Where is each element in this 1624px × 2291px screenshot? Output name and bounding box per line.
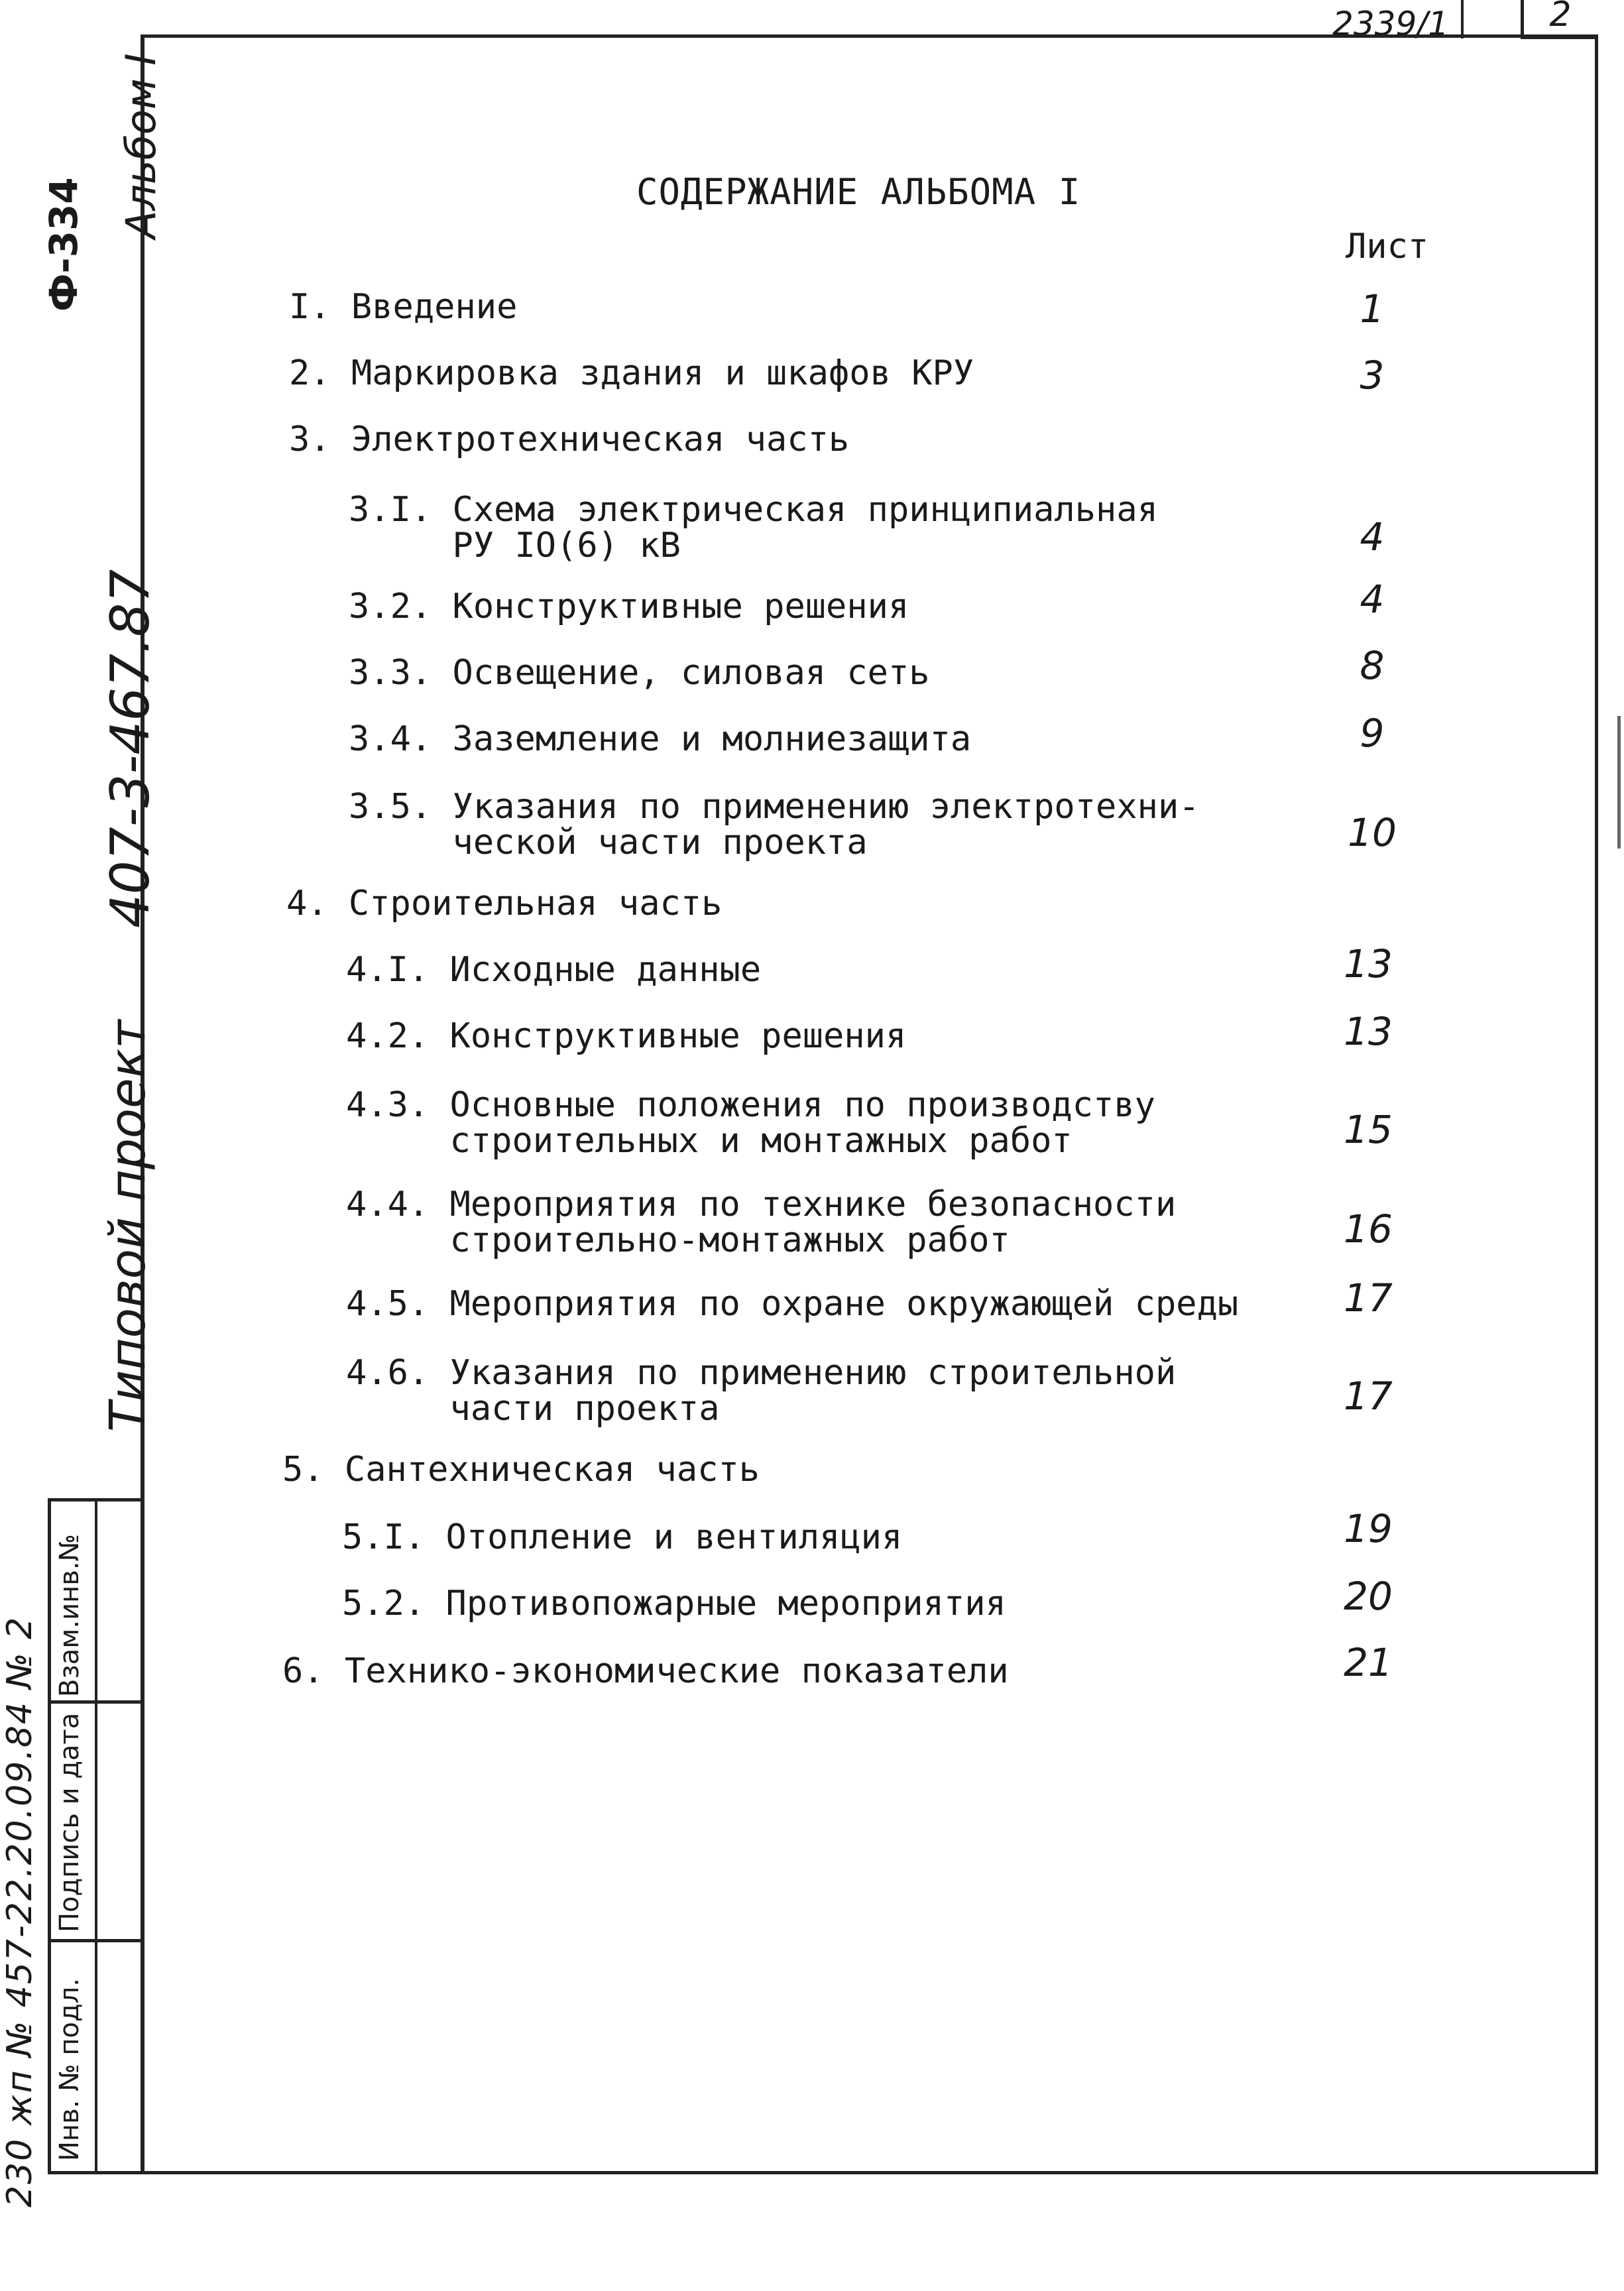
stamp-signature-date: Подпись и дата	[54, 1712, 85, 1932]
stamp-substitute-inv: Взам.инв.№	[54, 1533, 85, 1697]
project-number: 407-3-467.87	[99, 569, 161, 928]
toc-entry-text: 4.4. Мероприятия по технике безопасности строительно-монтажных работ	[346, 1185, 1177, 1260]
toc-entry-page: 13	[1344, 1009, 1393, 1054]
stamp-column-divider	[95, 1501, 97, 2171]
toc-entry-page: 10	[1348, 810, 1397, 855]
toc-entry-text: 5. Сантехническая часть	[282, 1450, 760, 1490]
toc-entry-text: 3.5. Указания по применению электротехни- ческой части проекта	[349, 787, 1200, 862]
toc-entry-text: 4.I. Исходные данные	[346, 950, 762, 990]
sheet-number: 2	[1521, 0, 1597, 39]
stamp-row-divider	[51, 1939, 144, 1942]
toc-entry-page: 1	[1360, 286, 1385, 331]
project-type: Типовой проект	[99, 1020, 156, 1432]
toc-entry-page: 15	[1344, 1107, 1393, 1152]
toc-entry-page: 4	[1360, 577, 1385, 622]
doc-number: 2339/1	[1332, 5, 1449, 43]
toc-entry-text: 4. Строительная часть	[286, 884, 723, 923]
toc-entry-text: 3.4. Заземление и молниезащита	[349, 719, 972, 759]
album-label: Альбом I	[117, 53, 165, 239]
page-title: СОДЕРЖАНИЕ АЛЬБОМА I	[636, 171, 1081, 213]
toc-entry-text: 3.3. Освещение, силовая сеть	[349, 653, 930, 693]
toc-entry-text: 4.3. Основные положения по производству строительных и монтажных работ	[346, 1085, 1155, 1161]
toc-entry-text: 4.2. Конструктивные решения	[346, 1016, 907, 1056]
toc-entry-text: 4.5. Мероприятия по охране окружающей среды	[346, 1284, 1239, 1324]
handwritten-note: 230 жп № 457-22.20.09.84 № 2	[0, 1615, 40, 2207]
toc-entry-page: 9	[1360, 711, 1385, 756]
toc-entry-page: 3	[1360, 353, 1385, 398]
toc-entry-page: 19	[1344, 1506, 1393, 1551]
toc-entry-page: 17	[1344, 1374, 1393, 1419]
toc-entry-text: 6. Технико-экономические показатели	[282, 1651, 1009, 1691]
toc-entry-page: 8	[1360, 643, 1385, 688]
toc-entry-page: 16	[1344, 1206, 1393, 1252]
toc-entry-page: 21	[1344, 1640, 1393, 1685]
sheet-column-header: Лист	[1346, 227, 1429, 266]
right-edge-mark	[1617, 716, 1621, 849]
toc-entry-page: 4	[1360, 514, 1385, 559]
toc-entry-text: 5.2. Противопожарные мероприятия	[342, 1584, 1006, 1623]
stamp-inv-original: Инв. № подл.	[54, 1978, 85, 2161]
toc-entry-text: 2. Маркировка здания и шкафов КРУ	[289, 353, 974, 393]
toc-entry-text: 3. Электротехническая часть	[289, 420, 850, 459]
project-code: Ф-334	[41, 177, 86, 312]
toc-entry-text: 3.I. Схема электрическая принципиальная РУ IO(6) кВ	[349, 490, 1158, 565]
toc-entry-text: I. Введение	[289, 287, 518, 327]
toc-entry-page: 20	[1344, 1574, 1393, 1619]
toc-entry-text: 3.2. Конструктивные решения	[349, 587, 909, 626]
toc-entry-page: 17	[1344, 1275, 1393, 1321]
toc-entry-text: 4.6. Указания по применению строительной части проекта	[346, 1353, 1177, 1429]
stamp-row-divider	[51, 1700, 144, 1704]
toc-entry-page: 13	[1344, 941, 1393, 986]
toc-entry-text: 5.I. Отопление и вентиляция	[342, 1517, 903, 1557]
